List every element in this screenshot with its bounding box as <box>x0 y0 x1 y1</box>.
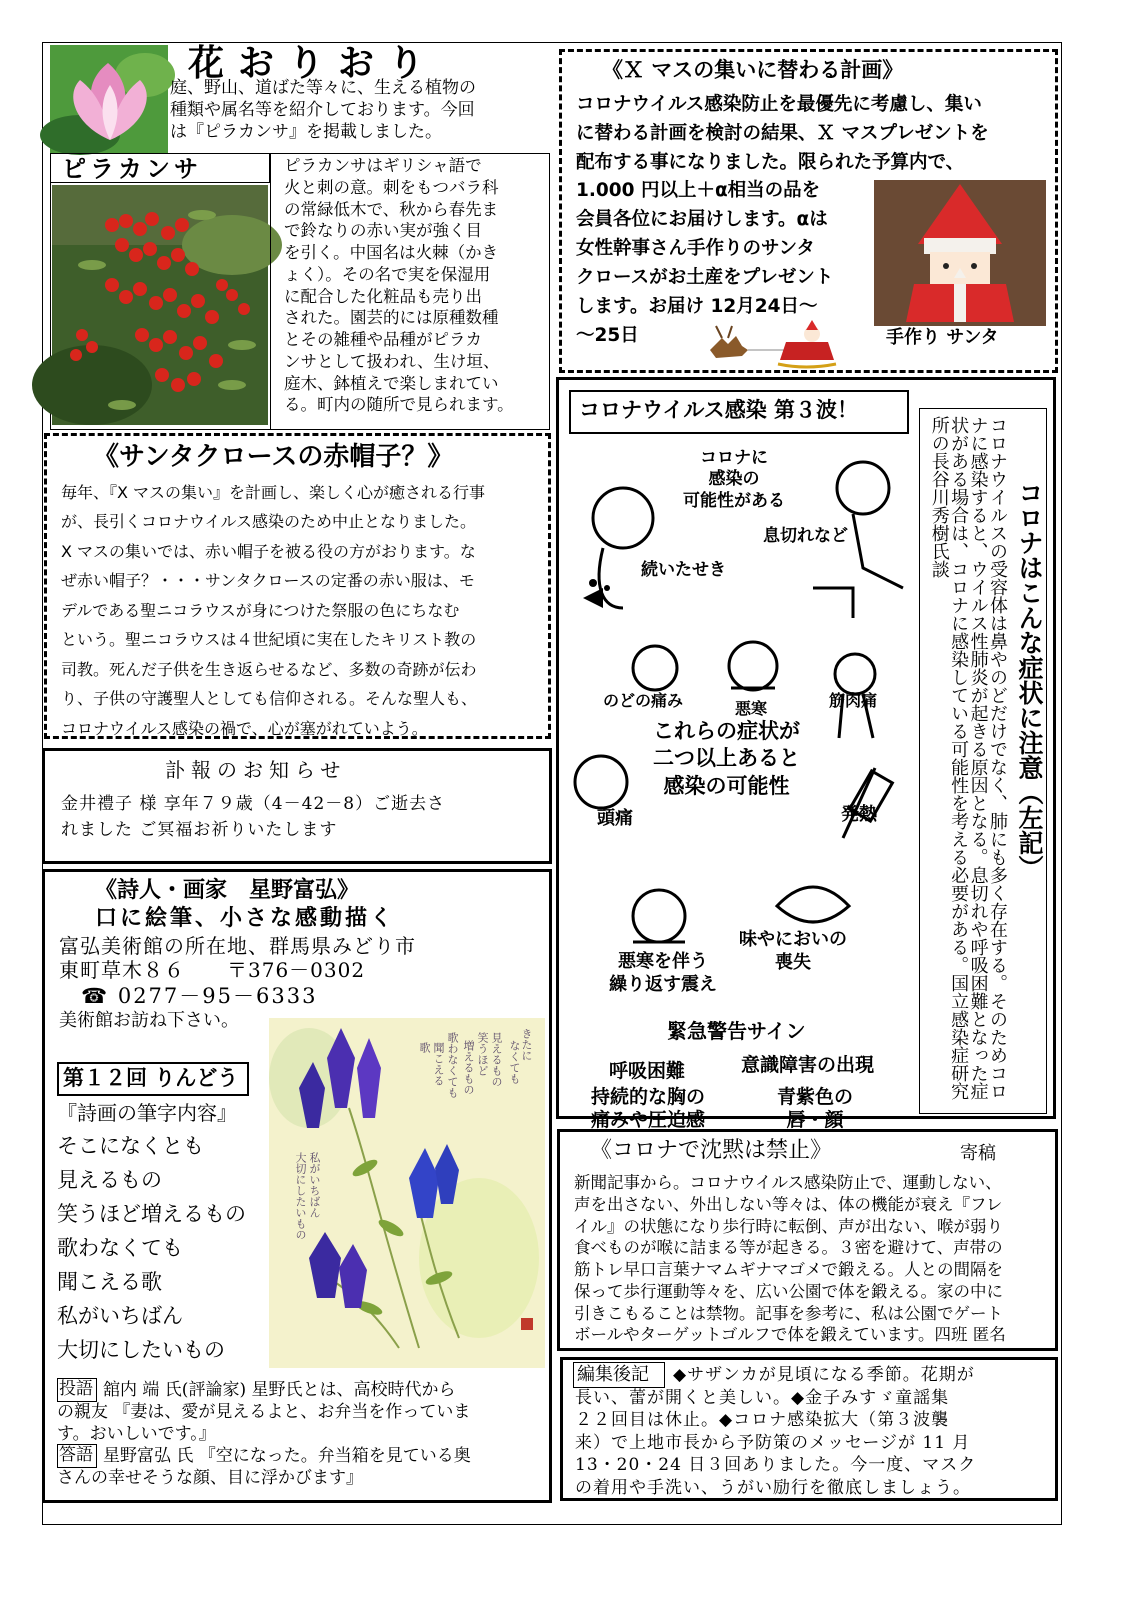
label-warning: 緊急警告サイン <box>667 1019 806 1043</box>
xmas-title: 《Ｘ マスの集いに替わる計画》 <box>602 57 904 82</box>
poet-section <box>42 869 552 1503</box>
poem-line: 聞こえる歌 <box>57 1270 162 1294</box>
painting-text: 大切にしたいもの <box>293 1152 307 1240</box>
painting-text: 見えるもの <box>489 1032 503 1087</box>
plant-name: ピラカンサ <box>62 154 202 183</box>
santa-hat-section <box>44 433 551 739</box>
santa-photo <box>874 180 1046 326</box>
flower-section <box>50 42 550 430</box>
label-taste: 味やにおいの 喪失 <box>739 929 847 974</box>
painting-text: 増えるもの <box>461 1040 475 1095</box>
label-chest: 持続的な胸の 痛みや圧迫感 <box>591 1086 706 1131</box>
poem-line: 私がいちばん <box>57 1304 183 1328</box>
obituary-section <box>42 748 552 864</box>
flower-intro: 庭、野山、道ばた等々に、生える植物の 種類や属名等を紹介しております。今回 は『ピラカンサ』を掲載しました。 <box>170 78 476 142</box>
poem-line: 歌わなくても <box>57 1236 183 1260</box>
contrib-text: 舘内 端 氏(評論家) 星野氏とは、高校時代から の親友 『妻は、愛が見えるよと、お弁当を作っていま す。おいしいです。』 <box>57 1380 471 1445</box>
editor-label: 編集後記 <box>577 1364 649 1385</box>
obituary-title: 訃報のお知らせ <box>165 758 347 782</box>
painting-text: 歌わなくても <box>445 1032 459 1098</box>
lotus-photo <box>50 45 168 153</box>
poem-line: 見えるもの <box>57 1168 162 1192</box>
label-chill: 悪寒 <box>735 699 768 718</box>
label-dyspnea: 呼吸困難 <box>609 1060 686 1082</box>
santa-hat-body: 毎年、『X マスの集い』を計画し、楽しく心が癒される行事 が、長引くコロナウイルス感染のため中止となりました。 X マスの集いでは、赤い帽子を被る役の方がおります。な ぜ赤い帽子？・・・サンタクロースの定番の赤い服は、モ デルである聖ニコラウスが身につけた祭服の色にちなむ という。聖ニコラウスは４世紀頃に実在したキリスト教の 司教。死んだ子供を生き返らせるなど、多数の奇跡が伝わ り、子供の守護聖人としても信仰される。そんな聖人も、 コロナウイルス感染の禍で、心が塞がれていよう。 <box>61 483 486 738</box>
santa-hat-title: 《サンタクロースの赤帽子？》 <box>93 442 454 472</box>
poet-title: 《詩人・画家 星野富弘》 <box>95 877 360 903</box>
plant-divider <box>270 153 271 430</box>
covid-section <box>556 377 1056 1131</box>
editor-body: ◆サザンカが見頃になる季節。花期が 長い、蕾が開くと美しい。◆金子みすゞ童謡集 ２２回目は休止。◆コロナ感染拡大（第３波襲 来）で上地市長から予防策のメッセージが 11 月 13・20・24 日３回ありました。今一度、マスク の着用や手洗い、うがい励行を徹底しましょう。 <box>575 1365 977 1499</box>
symptom-chart <box>563 438 919 1131</box>
label-two-symptoms: これらの症状が 二つ以上あると 感染の可能性 <box>653 719 800 798</box>
obituary-body: 金井禮子 様 享年７９歳（4－42－8）ご逝去さ れました ご冥福お祈りいたします <box>61 794 446 841</box>
painting-text: なくても <box>507 1040 521 1084</box>
silence-body: 新聞記事から。コロナウイルス感染防止で、運動しない、 声を出さない、外出しない等々は、体の機能が衰え『フレ イル』の状態になり歩行時に転倒、声が出ない、喉が弱り 食べものが喉に詰まる等が起きる。３密を避けて、声帯の 筋トレ早口言葉ナマムギナマゴメで鍛える。人との間隔を 保って歩行運動等々を、広い公園で体を鍛える。家の中に 引きこもることは禁物。記事を参考に、私は公園でゲート ボールやターゲットゴルフで体を鍛えています。四班 匿名 <box>574 1173 1006 1345</box>
covid-vertical-body: コロナウイルスの受容体は鼻やのどだけでなく、肺にも多く存在する。そのためコロナに感染すると、ウイルス性肺炎が起きる原因となる。息切れや呼吸困難となった症状がある場合は、コロナに感染している可能性を考える必要がある。国立感染症研究所の長谷川秀樹氏談 <box>928 416 1008 1100</box>
santa-caption: 手作り サンタ <box>886 327 999 348</box>
label-shiver: 悪寒を伴う 繰り返す震え <box>609 951 717 996</box>
flower-header: 花おりおり <box>188 42 439 84</box>
silence-tag: 寄稿 <box>960 1143 996 1164</box>
painting-text: 笑うほど <box>475 1032 489 1076</box>
label-headache: 頭痛 <box>597 808 633 829</box>
contrib-label: 投語 <box>59 1379 93 1399</box>
label-cyanosis: 青紫色の 唇・顔 <box>777 1086 854 1131</box>
painting-text: 歌 <box>417 1042 431 1053</box>
label-fever: 発熱 <box>841 804 877 825</box>
painting-text: 聞こえる <box>431 1042 445 1086</box>
silence-title: 《コロナで沈黙は禁止》 <box>590 1138 833 1163</box>
painting-text: きたに <box>519 1028 533 1061</box>
xmas-body: コロナウイルス感染防止を最優先に考慮し、集い に替わる計画を検討の結果、Ｘ マスプレゼントを 配布する事になりました。限られた予算内で、 <box>576 94 989 174</box>
pyracantha-photo <box>52 185 268 425</box>
poet-visit: 美術館お訪ね下さい。 <box>59 1010 239 1031</box>
sleigh-icon <box>702 320 842 372</box>
reply-text: 星野富弘 氏 『空になった。弁当箱を見ている奥 さんの幸せそうな顔、目に浮かびます』 <box>57 1446 471 1489</box>
label-possible: コロナに 感染の 可能性がある <box>683 448 785 511</box>
poem-label: 『詩画の筆字内容』 <box>57 1101 237 1125</box>
label-breath: 息切れなど <box>763 526 848 546</box>
reply-label: 答語 <box>59 1445 93 1465</box>
poet-phone: ☎ 0277－95－6333 <box>81 984 318 1008</box>
poet-address: 富弘美術館の所在地、群馬県みどり市 東町草木８６ 〒376－0302 <box>59 934 416 982</box>
poem-line: そこになくとも <box>57 1134 204 1158</box>
plant-body: ピラカンサはギリシャ語で 火と刺の意。刺をもつバラ科 の常緑低木で、秋から春先ま で鈴なりの赤い実が強く目 を引く。中国名は火棘（かき ょく）。その名で実を保湿用 に配合した化粧品も売り出 された。園芸的には原種数種 とその雑種や品種がピラカ ンサとして扱われ、生け垣、 庭木、鉢植えで楽しまれてい る。町内の随所で見られます。 <box>284 156 514 415</box>
editor-section <box>560 1357 1058 1501</box>
label-throat: のどの痛み <box>603 691 684 710</box>
xmas-plan-section <box>559 49 1058 373</box>
covid-vertical-title: コロナはこんな症状に注意（左記） <box>1015 480 1044 880</box>
painting-text: 私がいちばん <box>307 1152 321 1218</box>
poet-episode: 第１２回 りんどう <box>63 1066 239 1090</box>
label-consciousness: 意識障害の出現 <box>741 1054 875 1076</box>
label-muscle: 筋肉痛 <box>829 691 878 710</box>
covid-header: コロナウイルス感染 第３波！ <box>579 398 859 422</box>
silence-section <box>557 1129 1058 1351</box>
xmas-body-left: 1.000 円以上＋α相当の品を 会員各位にお届けします。αは 女性幹事さん手作りのサンタ クロースがお土産をプレゼント します。お届け 12月24日～ ～25日 <box>576 180 834 347</box>
poet-subtitle: 口に絵筆、小さな感動描く <box>95 905 396 931</box>
label-cough: 続いたせき <box>641 560 726 580</box>
poem-line: 笑うほど増えるもの <box>57 1202 246 1226</box>
poem-line: 大切にしたいもの <box>57 1338 225 1362</box>
